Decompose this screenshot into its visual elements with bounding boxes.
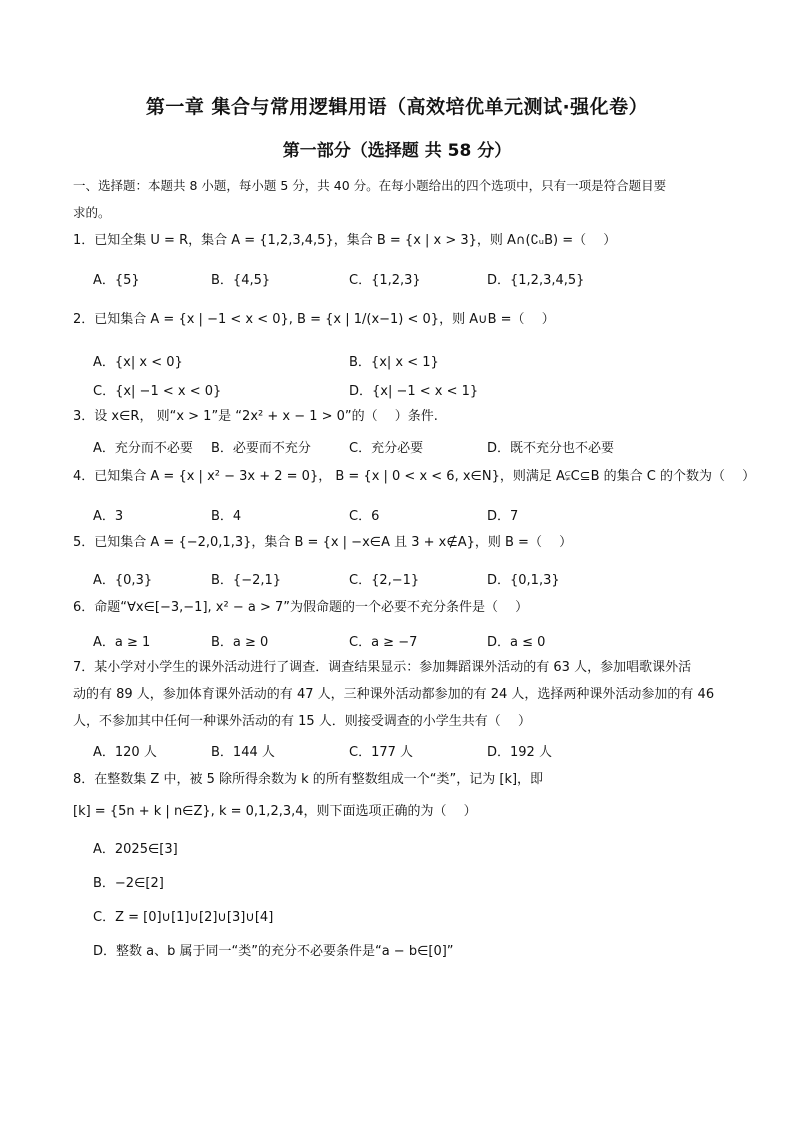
question-5-stem: 5．已知集合 A = {−2,0,1,3}，集合 B = {x | −x∈A 且 3 + x∉A}，则 B =（ ） — [73, 535, 573, 550]
question-8-option-b: B．−2∈[2] — [93, 876, 164, 891]
question-2-option-d: D．{x| −1 < x < 1} — [349, 384, 479, 399]
question-3-option-b: B．必要而不充分 — [211, 441, 311, 456]
question-8-option-d: D．整数 a、b 属于同一“类”的充分不必要条件是“a − b∈[0]” — [93, 944, 454, 959]
question-2-option-a: A．{x| x < 0} — [93, 355, 183, 370]
question-7-stem-line-2: 动的有 89 人，参加体育课外活动的有 47 人，三种课外活动都参加的有 24 人，选择两种课外活动参加的有 46 — [73, 687, 715, 702]
question-5-option-a: A．{0,3} — [93, 573, 153, 588]
question-3-stem: 3．设 x∈R， 则“x > 1”是 “2x² + x − 1 > 0”的（ ）条件. — [73, 409, 438, 424]
question-1-option-c: C．{1,2,3} — [349, 273, 421, 288]
question-7-option-a: A．120 人 — [93, 745, 157, 760]
question-1-option-b: B．{4,5} — [211, 273, 271, 288]
question-5-option-c: C．{2,−1} — [349, 573, 420, 588]
question-6-option-d: D．a ≤ 0 — [487, 635, 546, 650]
section-instructions-line-2: 求的。 — [73, 205, 111, 220]
question-8-stem-line-2: [k] = {5n + k | n∈Z}, k = 0,1,2,3,4，则下面选项正确的为（ ） — [73, 804, 477, 819]
question-7-option-c: C．177 人 — [349, 745, 414, 760]
question-7-option-b: B．144 人 — [211, 745, 275, 760]
question-2-option-b: B．{x| x < 1} — [349, 355, 439, 370]
question-3-option-c: C．充分必要 — [349, 441, 424, 456]
question-7-stem-line-1: 7．某小学对小学生的课外活动进行了调查．调查结果显示：参加舞蹈课外活动的有 63 人，参加唱歌课外活 — [73, 660, 692, 675]
question-1-option-a: A．{5} — [93, 273, 140, 288]
question-4-option-a: A．3 — [93, 509, 124, 524]
question-4-option-c: C．6 — [349, 509, 380, 524]
question-7-option-d: D．192 人 — [487, 745, 552, 760]
section-instructions-line-1: 一、选择题：本题共 8 小题，每小题 5 分，共 40 分。在每小题给出的四个选项中，只有一项是符合题目要 — [73, 178, 667, 193]
question-4-option-d: D．7 — [487, 509, 519, 524]
question-6-stem: 6．命题“∀x∈[−3,−1], x² − a > 7”为假命题的一个必要不充分条件是（ ） — [73, 600, 529, 615]
question-8-option-c: C．Z = [0]∪[1]∪[2]∪[3]∪[4] — [93, 910, 274, 925]
question-3-option-a: A．充分而不必要 — [93, 441, 193, 456]
question-6-option-a: A．a ≥ 1 — [93, 635, 151, 650]
question-8-stem-line-1: 8．在整数集 Z 中，被 5 除所得余数为 k 的所有整数组成一个“类”，记为 [k]，即 — [73, 772, 544, 787]
question-6-option-b: B．a ≥ 0 — [211, 635, 269, 650]
question-7-stem-line-3: 人，不参加其中任何一种课外活动的有 15 人．则接受调查的小学生共有（ ） — [73, 714, 531, 729]
page-title: 第一章 集合与常用逻辑用语（高效培优单元测试·强化卷） — [145, 96, 649, 118]
question-5-option-b: B．{−2,1} — [211, 573, 282, 588]
question-2-stem: 2．已知集合 A = {x | −1 < x < 0}, B = {x | 1/(x−1) < 0}，则 A∪B =（ ） — [73, 312, 555, 327]
question-6-option-c: C．a ≥ −7 — [349, 635, 418, 650]
question-3-option-d: D．既不充分也不必要 — [487, 441, 615, 456]
question-1-stem: 1．已知全集 U = R，集合 A = {1,2,3,4,5}，集合 B = {x | x > 3}，则 A∩(∁ᵤB) =（ ） — [73, 233, 617, 248]
question-8-option-a: A．2025∈[3] — [93, 842, 178, 857]
question-2-option-c: C．{x| −1 < x < 0} — [93, 384, 222, 399]
question-4-stem: 4．已知集合 A = {x | x² − 3x + 2 = 0}， B = {x | 0 < x < 6, x∈N}，则满足 A⫋C⊆B 的集合 C 的个数为（ ） — [73, 469, 756, 484]
section-title: 第一部分（选择题 共 58 分） — [282, 141, 512, 161]
question-5-option-d: D．{0,1,3} — [487, 573, 560, 588]
question-1-option-d: D．{1,2,3,4,5} — [487, 273, 585, 288]
question-4-option-b: B．4 — [211, 509, 242, 524]
